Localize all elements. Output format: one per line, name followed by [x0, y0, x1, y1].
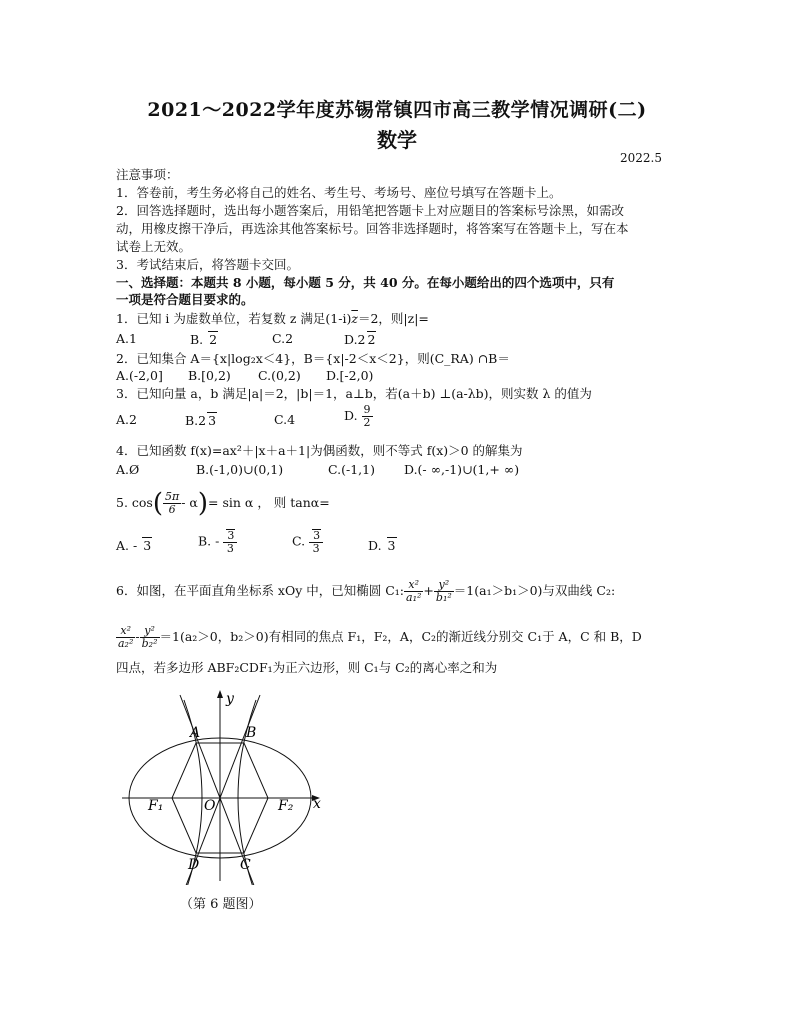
subject-title: 数学 — [377, 128, 417, 152]
note-2-cont: 动，用橡皮擦干净后，再选涂其他答案标号。回答非选择题时，将答案写在答题卡上，写在本 — [116, 221, 629, 236]
label-d: D — [188, 857, 200, 873]
question-6-line-3: 四点，若多边形 ABF₂CDF₁为正六边形，则 C₁与 C₂的离心率之和为 — [116, 660, 498, 675]
question-1-stem: 1．已知 i 为虚数单位，若复数 z 满足$(1-i)\overline{z}=2$，则|z|= — [116, 311, 429, 326]
q3-option-c: C.4 — [274, 412, 296, 427]
note-3: 3．考试结束后，将答题卡交回。 — [116, 257, 299, 272]
figure-6 — [110, 685, 340, 885]
label-b: B — [246, 725, 257, 741]
question-6-line-1: 6．如图，在平面直角坐标系 xOy 中，已知椭圆 C₁: $\frac{\text{x²}}{\text{a₁²}}$ + $\frac{\text{y²}}{\text{b₁²}}$ ＝1(a₁＞b₁＞0)与双曲线 C₂: — [116, 578, 616, 604]
q1-option-a: A.1 — [116, 331, 137, 346]
question-4-stem: 4．已知函数 f(x)=ax²＋|x＋a＋1|为偶函数，则不等式 f(x)＞0 的解集为 — [116, 443, 523, 458]
figure-caption: （第 6 题图） — [180, 897, 262, 912]
note-2: 2．回答选择题时，选出每小题答案后，用铅笔把答题卡上对应题目的答案标号涂黑，如需改 — [116, 203, 624, 218]
q5-option-b: B. - $\frac{3}{3}$ — [198, 529, 237, 555]
q2-option-a: A.(-2,0] — [116, 368, 163, 383]
q5-option-c: C. $\frac{3}{3}$ — [292, 529, 323, 555]
label-x: x — [313, 796, 321, 812]
question-3-stem: 3．已知向量 a，b 满足|a|＝2，|b|＝1，a⊥b，若(a＋b) ⊥(a-λb)，则实数 λ 的值为 — [116, 386, 592, 401]
q4-option-a: A.Ø — [116, 462, 140, 477]
q1-option-c: C.2 — [272, 331, 294, 346]
label-y: y — [226, 691, 234, 707]
y-axis-arrow — [217, 690, 223, 698]
label-c: C — [240, 857, 251, 873]
q4-option-b: B.(-1,0)∪(0,1) — [196, 462, 284, 477]
q5-option-d: D. 3 — [368, 538, 396, 553]
exam-title: 2021～2022学年度苏锡常镇四市高三教学情况调研(二) — [147, 99, 647, 121]
question-5-stem: 5. cos( $\frac{5\pi}{6}$ - α)= sin α ， 则 tanα= — [116, 488, 330, 519]
q5-option-a: A. - 3 — [116, 538, 152, 553]
section-heading-cont: 一项是符合题目要求的。 — [116, 292, 254, 307]
notes-heading: 注意事项： — [116, 167, 179, 182]
question-6-line-2: $\frac{\text{x²}}{\text{a₂²}}$ - $\frac{\text{y²}}{\text{b₂²}}$ ＝1(a₂＞0，b₂＞0)有相同的焦点 F₁，F₂，A，C₂的渐近线分别交 C₁于 A，C 和 B，D — [118, 624, 642, 650]
q2-option-c: C.(0,2) — [258, 368, 301, 383]
label-a: A — [190, 725, 201, 741]
q3-option-d: D. $\frac{9}{2}$ — [344, 403, 371, 429]
note-1: 1．答卷前，考生务必将自己的姓名、考生号、考场号、座位号填写在答题卡上。 — [116, 185, 562, 200]
question-2-stem: 2．已知集合 A＝{x|log₂x＜4}，B＝{x|-2＜x＜2}，则(C_RA) ∩B＝ — [116, 351, 510, 366]
section-heading: 一、选择题：本题共 8 小题，每小题 5 分，共 40 分。在每小题给出的四个选项中，只有 — [116, 275, 615, 290]
exam-date: 2022.5 — [620, 151, 662, 165]
q3-option-a: A.2 — [116, 412, 137, 427]
label-f2: F₂ — [278, 798, 294, 814]
q3-option-b: B.2 3 — [185, 413, 217, 428]
q1-option-d: D.2 2 — [344, 332, 376, 347]
q1-option-b: B. 2 — [190, 332, 218, 347]
q2-option-b: B.[0,2) — [188, 368, 231, 383]
q4-option-c: C.(-1,1) — [328, 462, 375, 477]
label-o: O — [204, 798, 216, 814]
label-f1: F₁ — [148, 798, 164, 814]
note-2-end: 试卷上无效。 — [116, 239, 192, 254]
q2-option-d: D.[-2,0) — [326, 368, 374, 383]
q4-option-d: D.(- ∞,-1)∪(1,+ ∞) — [404, 462, 520, 477]
